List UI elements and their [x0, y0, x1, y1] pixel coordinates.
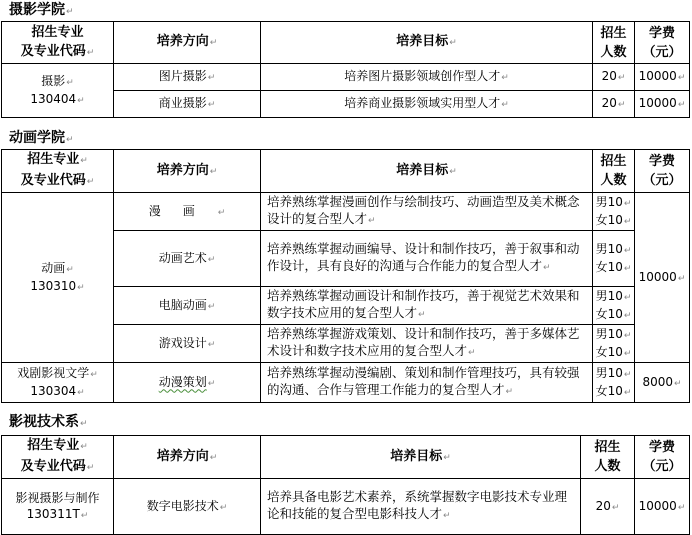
- direction-cell: 商业摄影↵: [114, 91, 261, 118]
- table-row: [2, 479, 690, 535]
- direction-cell: 图片摄影↵: [114, 64, 261, 91]
- direction-cell: 电脑动画↵: [114, 287, 261, 325]
- direction-cell: 漫画↵: [114, 193, 261, 231]
- direction-cell: 游戏设计↵: [114, 325, 261, 363]
- major-cell: 戏剧影视文学↵ 130304↵: [2, 363, 114, 403]
- header-direction: 培养方向↵: [114, 436, 261, 479]
- section-title-animation: 动画学院↵: [9, 130, 74, 146]
- header-fee: 学费 （元）: [635, 150, 690, 193]
- direction-cell: 数字电影技术↵: [114, 479, 261, 535]
- enroll-cell: 20↵: [593, 64, 635, 91]
- goal-cell: 培养具备电影艺术素养，系统掌握数字电影技术专业理论和技能的复合型电影科技人才↵: [261, 479, 581, 535]
- goal-cell: 培养熟练掌握漫画创作与绘制技巧、动画造型及美术概念设计的复合型人才↵: [261, 193, 593, 231]
- goal-cell: 培养熟练掌握游戏策划、设计和制作技巧，善于多媒体艺术设计和数字技术应用的复合型人才↵: [261, 325, 593, 363]
- header-fee: 学费 （元）: [635, 22, 690, 64]
- section-title-photo: 摄影学院↵: [9, 2, 74, 18]
- header-fee: 学费 （元）: [635, 436, 690, 479]
- header-major: 招生专业↵ 及专业代码↵: [2, 436, 114, 479]
- enroll-cell: 男10↵ 女10↵: [593, 287, 635, 325]
- major-cell: 影视摄影与制作 130311T↵: [2, 479, 114, 535]
- header-major: 招生专业 及专业代码↵: [2, 22, 114, 64]
- header-enroll: 招生 人数: [581, 436, 635, 479]
- table-row: [2, 64, 690, 91]
- header-goal: 培养目标↵: [261, 150, 593, 193]
- fee-cell: 8000↵: [635, 363, 690, 403]
- enroll-cell: 20↵: [581, 479, 635, 535]
- fee-cell: 10000↵: [635, 91, 690, 118]
- header-direction: 培养方向↵: [114, 150, 261, 193]
- enroll-cell: 男10↵ 女10↵: [593, 325, 635, 363]
- enroll-cell: 男10↵ 女10↵: [593, 231, 635, 287]
- enroll-cell: 20↵: [593, 91, 635, 118]
- table-row: [2, 363, 690, 403]
- header-major: 招生专业↵ 及专业代码↵: [2, 150, 114, 193]
- goal-cell: 培养熟练掌握动画编导、设计和制作技巧，善于叙事和动作设计，具有良好的沟通与合作能力的复合型人才↵: [261, 231, 593, 287]
- header-enroll: 招生 人数: [593, 150, 635, 193]
- header-row: [2, 150, 690, 193]
- fee-cell: 10000↵: [635, 64, 690, 91]
- animation-table: [1, 149, 690, 403]
- header-row: [2, 436, 690, 479]
- direction-cell: 动画艺术↵: [114, 231, 261, 287]
- goal-cell: 培养熟练掌握动漫编剧、策划和制作管理技巧，具有较强的沟通、合作与管理工作能力的复合型人才↵: [261, 363, 593, 403]
- direction-cell: 动漫策划↵: [114, 363, 261, 403]
- header-goal: 培养目标↵: [261, 22, 593, 64]
- enroll-cell: 男10↵ 女10↵: [593, 193, 635, 231]
- header-goal: 培养目标↵: [261, 436, 581, 479]
- major-cell: 动画↵ 130310↵: [2, 193, 114, 363]
- major-cell: 摄影↵ 130404↵: [2, 64, 114, 118]
- section-title-film: 影视技术系↵: [9, 414, 88, 430]
- goal-cell: 培养熟练掌握动画设计和制作技巧，善于视觉艺术效果和数字技术应用的复合型人才↵: [261, 287, 593, 325]
- film-table: [1, 435, 690, 535]
- header-direction: 培养方向↵: [114, 22, 261, 64]
- table-row: [2, 193, 690, 231]
- photo-table: [1, 21, 690, 118]
- header-enroll: 招生 人数: [593, 22, 635, 64]
- header-row: [2, 22, 690, 64]
- fee-cell: 10000↵: [635, 193, 690, 363]
- goal-cell: 培养图片摄影领域创作型人才↵: [261, 64, 593, 91]
- goal-cell: 培养商业摄影领域实用型人才↵: [261, 91, 593, 118]
- enroll-cell: 男10↵ 女10↵: [593, 363, 635, 403]
- fee-cell: 10000↵: [635, 479, 690, 535]
